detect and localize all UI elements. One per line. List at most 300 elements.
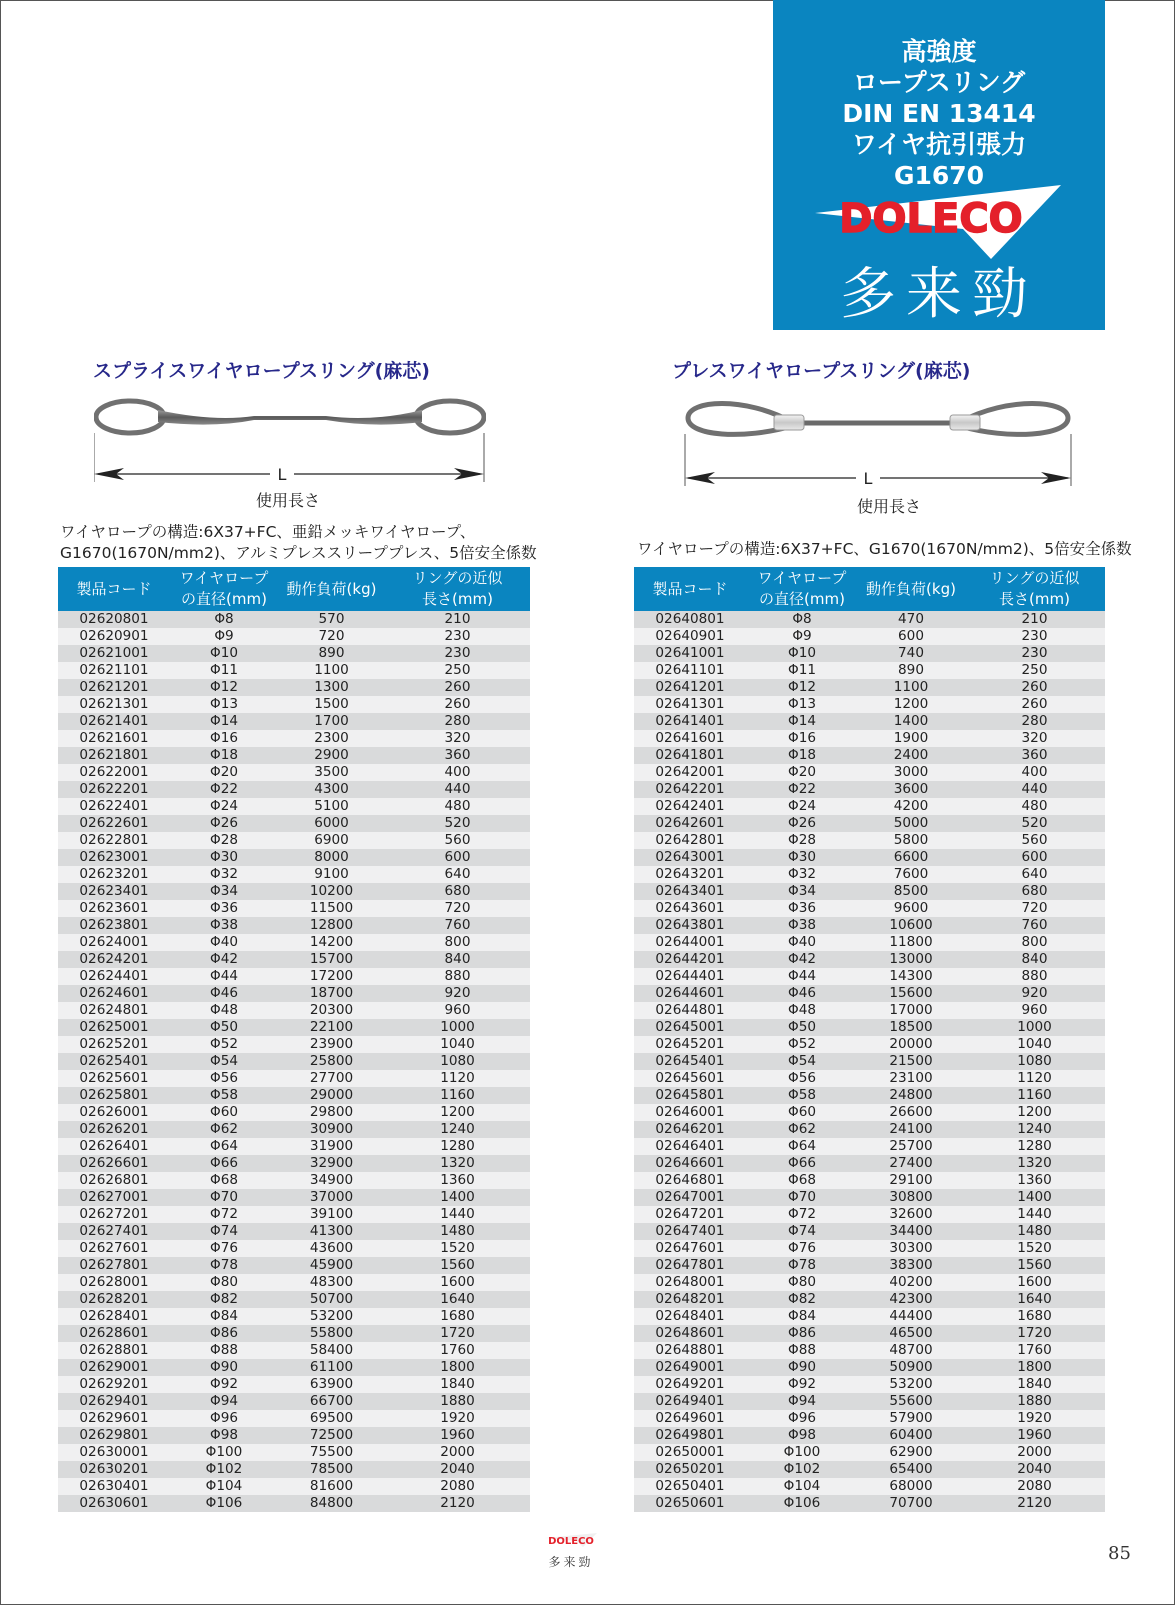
working-load-cell: 6600	[858, 849, 964, 866]
working-load-cell: 29100	[858, 1172, 964, 1189]
ring-length-cell: 880	[385, 968, 530, 985]
table-row	[634, 1240, 1105, 1257]
ring-length-cell: 2080	[964, 1478, 1105, 1495]
product-code-cell: 02623201	[58, 866, 170, 883]
product-code-cell: 02630601	[58, 1495, 170, 1512]
working-load-cell: 66700	[278, 1393, 385, 1410]
table-row	[634, 1087, 1105, 1104]
diameter-cell: Φ96	[746, 1410, 858, 1427]
product-code-cell: 02627601	[58, 1240, 170, 1257]
diameter-cell: Φ32	[170, 866, 278, 883]
product-code-cell: 02646601	[634, 1155, 746, 1172]
diameter-cell: Φ76	[746, 1240, 858, 1257]
ring-length-cell: 1000	[385, 1019, 530, 1036]
ring-length-cell: 1040	[385, 1036, 530, 1053]
diameter-cell: Φ80	[746, 1274, 858, 1291]
product-code-cell: 02647201	[634, 1206, 746, 1223]
diameter-cell: Φ44	[170, 968, 278, 985]
diameter-cell: Φ102	[170, 1461, 278, 1478]
left-description	[60, 522, 537, 564]
ring-length-cell: 520	[964, 815, 1105, 832]
diameter-cell: Φ26	[170, 815, 278, 832]
ring-length-cell: 210	[385, 611, 530, 628]
diameter-cell: Φ90	[746, 1359, 858, 1376]
working-load-cell: 50900	[858, 1359, 964, 1376]
working-load-cell: 65400	[858, 1461, 964, 1478]
ring-length-cell: 1240	[964, 1121, 1105, 1138]
working-load-cell: 27400	[858, 1155, 964, 1172]
left-description-line: G1670(1670N/mm2)、アルミプレススリーププレス、5倍安全係数	[60, 544, 537, 562]
doleco-logo	[773, 185, 1105, 265]
product-code-cell: 02646201	[634, 1121, 746, 1138]
ring-length-cell: 1200	[385, 1104, 530, 1121]
product-code-cell: 02641101	[634, 662, 746, 679]
ring-length-cell: 230	[964, 628, 1105, 645]
diameter-cell: Φ60	[746, 1104, 858, 1121]
diameter-cell: Φ48	[746, 1002, 858, 1019]
diameter-cell: Φ94	[170, 1393, 278, 1410]
ring-length-cell: 960	[964, 1002, 1105, 1019]
ring-length-cell: 400	[964, 764, 1105, 781]
table-row	[634, 968, 1105, 985]
product-code-cell: 02649801	[634, 1427, 746, 1444]
product-code-cell: 02649601	[634, 1410, 746, 1427]
product-code-cell: 02641001	[634, 645, 746, 662]
header-working-load: 動作負荷(kg)	[858, 567, 964, 611]
diameter-cell: Φ68	[746, 1172, 858, 1189]
working-load-cell: 11500	[278, 900, 385, 917]
working-load-cell: 9100	[278, 866, 385, 883]
diameter-cell: Φ106	[170, 1495, 278, 1512]
ring-length-cell: 2000	[964, 1444, 1105, 1461]
diameter-cell: Φ62	[746, 1121, 858, 1138]
working-load-cell: 6000	[278, 815, 385, 832]
product-code-cell: 02641401	[634, 713, 746, 730]
ring-length-cell: 320	[964, 730, 1105, 747]
diameter-cell: Φ14	[746, 713, 858, 730]
diameter-cell: Φ84	[170, 1308, 278, 1325]
table-row	[634, 1206, 1105, 1223]
working-load-cell: 72500	[278, 1427, 385, 1444]
diameter-cell: Φ76	[170, 1240, 278, 1257]
product-code-cell: 02648201	[634, 1291, 746, 1308]
table-row	[58, 968, 530, 985]
working-load-cell: 1400	[858, 713, 964, 730]
working-load-cell: 6900	[278, 832, 385, 849]
table-row	[58, 696, 530, 713]
ring-length-cell: 1080	[964, 1053, 1105, 1070]
working-load-cell: 1900	[858, 730, 964, 747]
diameter-cell: Φ38	[746, 917, 858, 934]
ring-length-cell: 230	[964, 645, 1105, 662]
banner-text	[773, 0, 1105, 191]
table-row	[634, 1274, 1105, 1291]
working-load-cell: 2300	[278, 730, 385, 747]
table-row	[634, 1104, 1105, 1121]
left-section-title: スプライスワイヤロープスリング(麻芯)	[93, 360, 430, 382]
ring-length-cell: 720	[385, 900, 530, 917]
table-row	[634, 662, 1105, 679]
working-load-cell: 21500	[858, 1053, 964, 1070]
diameter-cell: Φ10	[170, 645, 278, 662]
diameter-cell: Φ94	[746, 1393, 858, 1410]
table-row	[58, 1342, 530, 1359]
ring-length-cell: 1920	[964, 1410, 1105, 1427]
header-ring-length: リングの近似 長さ(mm)	[964, 567, 1105, 611]
ring-length-cell: 1080	[385, 1053, 530, 1070]
ring-length-cell: 250	[385, 662, 530, 679]
product-code-cell: 02641801	[634, 747, 746, 764]
working-load-cell: 15600	[858, 985, 964, 1002]
header-product-code: 製品コード	[634, 567, 746, 611]
table-row	[58, 815, 530, 832]
product-code-cell: 02644601	[634, 985, 746, 1002]
product-code-cell: 02628201	[58, 1291, 170, 1308]
table-row	[58, 849, 530, 866]
diameter-cell: Φ22	[746, 781, 858, 798]
product-code-cell: 02621101	[58, 662, 170, 679]
table-row	[634, 985, 1105, 1002]
table-row	[634, 679, 1105, 696]
ring-length-cell: 2000	[385, 1444, 530, 1461]
working-load-cell: 600	[858, 628, 964, 645]
ring-length-cell: 1240	[385, 1121, 530, 1138]
table-row	[634, 1342, 1105, 1359]
ring-length-cell: 600	[964, 849, 1105, 866]
table-row	[634, 1121, 1105, 1138]
right-length-label: 使用長さ	[857, 497, 922, 516]
working-load-cell: 60400	[858, 1427, 964, 1444]
working-load-cell: 38300	[858, 1257, 964, 1274]
diameter-cell: Φ64	[170, 1138, 278, 1155]
footer-logo-icon	[545, 1533, 597, 1547]
working-load-cell: 55800	[278, 1325, 385, 1342]
working-load-cell: 20000	[858, 1036, 964, 1053]
product-code-cell: 02650601	[634, 1495, 746, 1512]
ring-length-cell: 1840	[964, 1376, 1105, 1393]
ring-length-cell: 640	[964, 866, 1105, 883]
ring-length-cell: 2080	[385, 1478, 530, 1495]
ring-length-cell: 1520	[385, 1240, 530, 1257]
ring-length-cell: 1480	[385, 1223, 530, 1240]
diameter-cell: Φ40	[170, 934, 278, 951]
table-row	[58, 1393, 530, 1410]
diameter-cell: Φ56	[746, 1070, 858, 1087]
working-load-cell: 30800	[858, 1189, 964, 1206]
table-row	[58, 1172, 530, 1189]
brand-banner	[773, 0, 1105, 330]
footer-wordmark: DOLECO	[548, 1536, 594, 1547]
product-code-cell: 02644201	[634, 951, 746, 968]
product-code-cell: 02649401	[634, 1393, 746, 1410]
ring-length-cell: 1640	[385, 1291, 530, 1308]
diameter-cell: Φ28	[746, 832, 858, 849]
product-code-cell: 02630201	[58, 1461, 170, 1478]
product-code-cell: 02646801	[634, 1172, 746, 1189]
right-description	[637, 539, 1132, 560]
working-load-cell: 42300	[858, 1291, 964, 1308]
table-row	[58, 1087, 530, 1104]
ring-length-cell: 1000	[964, 1019, 1105, 1036]
product-code-cell: 02646001	[634, 1104, 746, 1121]
product-code-cell: 02625401	[58, 1053, 170, 1070]
ring-length-cell: 440	[964, 781, 1105, 798]
product-code-cell: 02624801	[58, 1002, 170, 1019]
ring-length-cell: 1600	[385, 1274, 530, 1291]
product-code-cell: 02621001	[58, 645, 170, 662]
diameter-cell: Φ78	[746, 1257, 858, 1274]
working-load-cell: 12800	[278, 917, 385, 934]
product-code-cell: 02648001	[634, 1274, 746, 1291]
ring-length-cell: 1160	[385, 1087, 530, 1104]
ring-length-cell: 1960	[385, 1427, 530, 1444]
table-row	[58, 1478, 530, 1495]
working-load-cell: 18700	[278, 985, 385, 1002]
working-load-cell: 890	[858, 662, 964, 679]
product-code-cell: 02650201	[634, 1461, 746, 1478]
table-row	[634, 883, 1105, 900]
diameter-cell: Φ28	[170, 832, 278, 849]
ring-length-cell: 1280	[964, 1138, 1105, 1155]
working-load-cell: 70700	[858, 1495, 964, 1512]
diameter-cell: Φ52	[746, 1036, 858, 1053]
ring-length-cell: 1320	[964, 1155, 1105, 1172]
product-code-cell: 02640901	[634, 628, 746, 645]
product-code-cell: 02645201	[634, 1036, 746, 1053]
product-code-cell: 02627401	[58, 1223, 170, 1240]
diameter-cell: Φ20	[170, 764, 278, 781]
ring-length-cell: 440	[385, 781, 530, 798]
table-row	[634, 1359, 1105, 1376]
table-row	[58, 764, 530, 781]
product-code-cell: 02629201	[58, 1376, 170, 1393]
table-row	[58, 781, 530, 798]
ring-length-cell: 1400	[964, 1189, 1105, 1206]
working-load-cell: 39100	[278, 1206, 385, 1223]
product-code-cell: 02645601	[634, 1070, 746, 1087]
diameter-cell: Φ20	[746, 764, 858, 781]
diameter-cell: Φ104	[746, 1478, 858, 1495]
product-code-cell: 02629601	[58, 1410, 170, 1427]
product-code-cell: 02624001	[58, 934, 170, 951]
diameter-cell: Φ58	[170, 1087, 278, 1104]
working-load-cell: 50700	[278, 1291, 385, 1308]
table-row	[58, 1206, 530, 1223]
product-code-cell: 02642001	[634, 764, 746, 781]
working-load-cell: 890	[278, 645, 385, 662]
footer-brand-cn: 多来勁	[548, 1555, 594, 1569]
diameter-cell: Φ50	[170, 1019, 278, 1036]
product-code-cell: 02629001	[58, 1359, 170, 1376]
diameter-cell: Φ78	[170, 1257, 278, 1274]
diameter-cell: Φ86	[170, 1325, 278, 1342]
working-load-cell: 41300	[278, 1223, 385, 1240]
table-row	[58, 1495, 530, 1512]
diameter-cell: Φ14	[170, 713, 278, 730]
diameter-cell: Φ48	[170, 1002, 278, 1019]
product-code-cell: 02622401	[58, 798, 170, 815]
table-row	[634, 611, 1105, 628]
table-row	[58, 934, 530, 951]
page-number: 85	[1108, 1543, 1131, 1564]
working-load-cell: 1100	[278, 662, 385, 679]
diameter-cell: Φ42	[746, 951, 858, 968]
table-row	[634, 1308, 1105, 1325]
table-row	[634, 1461, 1105, 1478]
table-row	[634, 849, 1105, 866]
diameter-cell: Φ90	[170, 1359, 278, 1376]
ring-length-cell: 280	[385, 713, 530, 730]
ring-length-cell: 260	[964, 696, 1105, 713]
working-load-cell: 9600	[858, 900, 964, 917]
diameter-cell: Φ36	[746, 900, 858, 917]
diameter-cell: Φ11	[746, 662, 858, 679]
table-row	[634, 1257, 1105, 1274]
product-code-cell: 02644801	[634, 1002, 746, 1019]
product-code-cell: 02627801	[58, 1257, 170, 1274]
table-row	[634, 934, 1105, 951]
table-row	[634, 645, 1105, 662]
working-load-cell: 4300	[278, 781, 385, 798]
product-code-cell: 02625201	[58, 1036, 170, 1053]
product-code-cell: 02642201	[634, 781, 746, 798]
ring-length-cell: 840	[385, 951, 530, 968]
product-code-cell: 02624601	[58, 985, 170, 1002]
ring-length-cell: 1680	[964, 1308, 1105, 1325]
product-code-cell: 02642601	[634, 815, 746, 832]
product-code-cell: 02624401	[58, 968, 170, 985]
ring-length-cell: 280	[964, 713, 1105, 730]
ring-length-cell: 1040	[964, 1036, 1105, 1053]
working-load-cell: 24800	[858, 1087, 964, 1104]
banner-line: ロープスリング	[852, 68, 1026, 97]
working-load-cell: 61100	[278, 1359, 385, 1376]
diameter-cell: Φ72	[170, 1206, 278, 1223]
working-load-cell: 48700	[858, 1342, 964, 1359]
diameter-cell: Φ74	[170, 1223, 278, 1240]
product-code-cell: 02623801	[58, 917, 170, 934]
working-load-cell: 81600	[278, 1478, 385, 1495]
table-row	[634, 1172, 1105, 1189]
diameter-cell: Φ52	[170, 1036, 278, 1053]
diameter-cell: Φ10	[746, 645, 858, 662]
diameter-cell: Φ102	[746, 1461, 858, 1478]
product-code-cell: 02623401	[58, 883, 170, 900]
table-row	[58, 951, 530, 968]
product-code-cell: 02627001	[58, 1189, 170, 1206]
table-row	[634, 917, 1105, 934]
ring-length-cell: 1440	[964, 1206, 1105, 1223]
working-load-cell: 26600	[858, 1104, 964, 1121]
product-code-cell: 02648801	[634, 1342, 746, 1359]
ring-length-cell: 760	[385, 917, 530, 934]
right-section-title: プレスワイヤロープスリング(麻芯)	[672, 360, 971, 382]
diameter-cell: Φ34	[746, 883, 858, 900]
ring-length-cell: 800	[385, 934, 530, 951]
right-description-line: ワイヤロープの構造:6X37+FC、G1670(1670N/mm2)、5倍安全係数	[637, 540, 1132, 558]
product-code-cell: 02630001	[58, 1444, 170, 1461]
product-code-cell: 02649001	[634, 1359, 746, 1376]
diameter-cell: Φ11	[170, 662, 278, 679]
working-load-cell: 14200	[278, 934, 385, 951]
footer-logo	[545, 1532, 597, 1570]
working-load-cell: 55600	[858, 1393, 964, 1410]
table-row	[58, 1461, 530, 1478]
table-row	[634, 696, 1105, 713]
product-code-cell: 02640801	[634, 611, 746, 628]
table-row	[634, 781, 1105, 798]
ring-length-cell: 480	[385, 798, 530, 815]
table-row	[58, 1240, 530, 1257]
working-load-cell: 27700	[278, 1070, 385, 1087]
diameter-cell: Φ42	[170, 951, 278, 968]
diameter-cell: Φ56	[170, 1070, 278, 1087]
ring-length-cell: 1840	[385, 1376, 530, 1393]
product-code-cell: 02628801	[58, 1342, 170, 1359]
table-row	[58, 1359, 530, 1376]
diameter-cell: Φ82	[746, 1291, 858, 1308]
diameter-cell: Φ18	[170, 747, 278, 764]
ring-length-cell: 400	[385, 764, 530, 781]
diameter-cell: Φ64	[746, 1138, 858, 1155]
header-product-code: 製品コード	[58, 567, 170, 611]
table-row	[58, 1223, 530, 1240]
product-code-cell: 02625001	[58, 1019, 170, 1036]
table-row	[58, 1138, 530, 1155]
diameter-cell: Φ88	[746, 1342, 858, 1359]
table-row	[58, 900, 530, 917]
diameter-cell: Φ96	[170, 1410, 278, 1427]
diameter-cell: Φ98	[170, 1427, 278, 1444]
left-length-label: 使用長さ	[256, 491, 321, 510]
table-row	[58, 611, 530, 628]
product-code-cell: 02641301	[634, 696, 746, 713]
diameter-cell: Φ88	[170, 1342, 278, 1359]
table-row	[634, 1427, 1105, 1444]
working-load-cell: 34400	[858, 1223, 964, 1240]
product-code-cell: 02622801	[58, 832, 170, 849]
diameter-cell: Φ22	[170, 781, 278, 798]
working-load-cell: 3500	[278, 764, 385, 781]
diameter-cell: Φ46	[170, 985, 278, 1002]
ring-length-cell: 1960	[964, 1427, 1105, 1444]
diameter-cell: Φ66	[746, 1155, 858, 1172]
table-row	[58, 917, 530, 934]
ring-length-cell: 1720	[385, 1325, 530, 1342]
banner-line: ワイヤ抗引張力	[851, 130, 1027, 159]
logo-wordmark: DOLECO	[839, 196, 1023, 242]
table-row	[58, 1155, 530, 1172]
table-row	[58, 1189, 530, 1206]
table-row	[58, 713, 530, 730]
ring-length-cell: 1760	[964, 1342, 1105, 1359]
product-code-cell: 02643601	[634, 900, 746, 917]
working-load-cell: 22100	[278, 1019, 385, 1036]
ring-length-cell: 1320	[385, 1155, 530, 1172]
diameter-cell: Φ100	[170, 1444, 278, 1461]
product-code-cell: 02621601	[58, 730, 170, 747]
table-row	[58, 1410, 530, 1427]
ring-length-cell: 800	[964, 934, 1105, 951]
table-row	[58, 1274, 530, 1291]
header-rope-diameter: ワイヤロープ の直径(mm)	[170, 567, 278, 611]
table-row	[58, 1325, 530, 1342]
product-code-cell: 02629401	[58, 1393, 170, 1410]
product-code-cell: 02641601	[634, 730, 746, 747]
product-code-cell: 02647601	[634, 1240, 746, 1257]
product-code-cell: 02646401	[634, 1138, 746, 1155]
working-load-cell: 1700	[278, 713, 385, 730]
